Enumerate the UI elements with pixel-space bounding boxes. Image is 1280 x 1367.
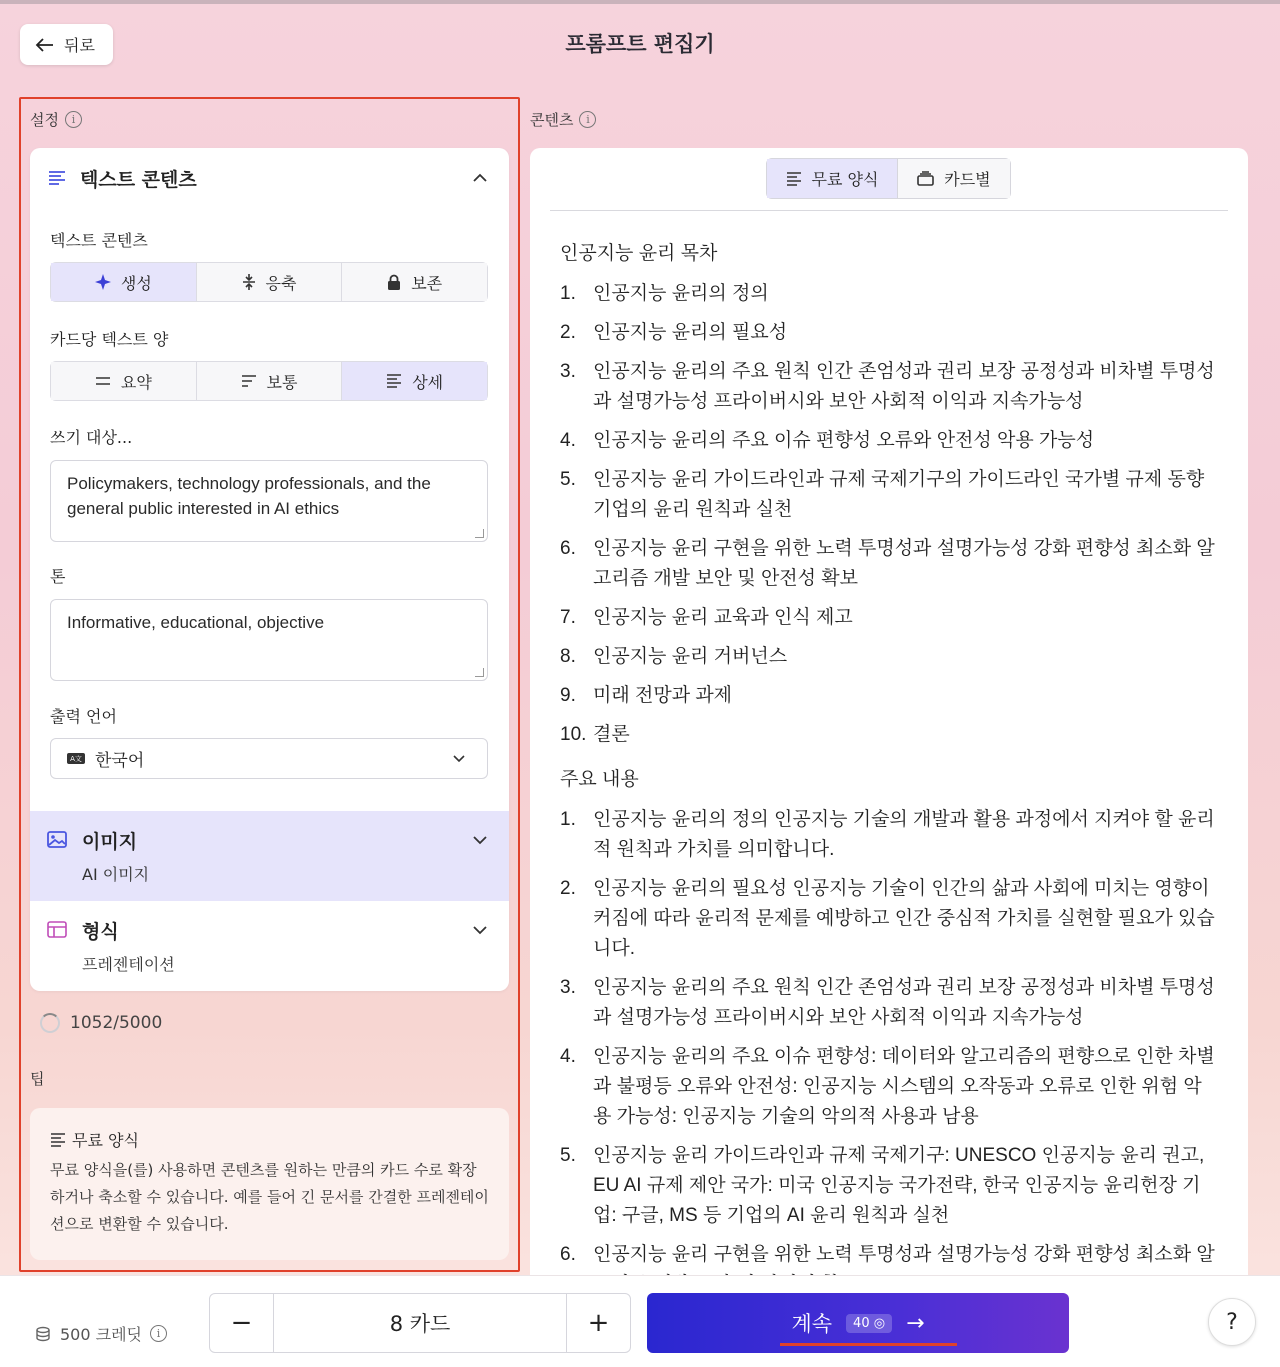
list-item-text: 인공지능 윤리 가이드라인과 규제 국제기구의 가이드라인 국가별 규제 동향 기업의 윤리 원칙과 실천 [593,469,1205,520]
amount-brief-button[interactable] [51,362,197,400]
mode-preserve-label: 보존 [411,273,443,293]
tips-title-text: 무료 양식 [72,1131,139,1150]
tone-value: Informative, educational, objective [67,613,325,632]
amount-detailed-button[interactable] [342,362,487,400]
tone-input[interactable] [50,599,488,681]
content-divider [550,210,1228,211]
list-item: 1. 인공지능 윤리의 정의 인공지능 기술의 개발과 활용 과정에서 지켜야 할 윤리적 원칙과 가치를 의미합니다. [560,805,1220,865]
text-content-header[interactable] [30,148,509,208]
list-item-text: 인공지능 윤리의 주요 원칙 인간 존엄성과 권리 보장 공정성과 비차별 투명성과 설명가능성 프라이버시와 보안 사회적 이익과 지속가능성 [593,977,1215,1028]
amount-label: 카드당 텍스트 양 [50,330,169,349]
character-counter [40,1013,162,1033]
text-mode-selector [50,262,488,302]
credits-display [34,1322,167,1345]
toc-heading: 인공지능 윤리 목차 [560,243,718,264]
list-item-text: 인공지능 윤리의 필요성 인공지능 기술이 인간의 삶과 사회에 미치는 영향이 커짐에 따라 윤리적 문제를 예방하고 인간 중심적 가치를 실현할 필요가 있습니다. [593,878,1215,959]
list-item-text: 인공지능 윤리의 주요 원칙 인간 존엄성과 권리 보장 공정성과 비차별 투명성과 설명가능성 프라이버시와 보안 사회적 이익과 지속가능성 [593,361,1215,412]
freeform-mode-button[interactable] [767,159,898,198]
main-content-heading: 주요 내용 [560,769,639,790]
output-language-select[interactable] [50,738,488,779]
chevron-down-icon [453,751,465,767]
list-item-text: 인공지능 윤리의 정의 [593,283,769,304]
list-item: 2. 인공지능 윤리의 필요성 [560,318,1220,348]
list-item-text: 인공지능 윤리 가이드라인과 규제 국제기구: UNESCO 인공지능 윤리 권고, EU AI 규제 제안 국가: 미국 인공지능 국가전략, 한국 인공지능 윤리헌장 기업: 구글, MS 등 기업의 AI 윤리 원칙과 실천 [593,1145,1205,1226]
list-item-text: 인공지능 윤리의 필요성 [593,322,788,343]
main-content-list [560,805,1220,1300]
list-item-text: 인공지능 윤리의 주요 이슈 편향성: 데이터와 알고리즘의 편향으로 인한 차별과 불평등 오류와 안전성: 인공지능 시스템의 오작동과 오류로 인한 위험 악용 가능성: 인공지능 기술의 악의적 사용과 남용 [593,1046,1215,1127]
list-item: 3. 인공지능 윤리의 주요 원칙 인간 존엄성과 권리 보장 공정성과 비차별 투명성과 설명가능성 프라이버시와 보안 사회적 이익과 지속가능성 [560,357,1220,417]
amount-medium-button[interactable] [197,362,343,400]
list-item-text: 인공지능 윤리의 주요 이슈 편향성 오류와 안전성 악용 가능성 [593,430,1095,451]
content-mode-toggle [766,158,1011,199]
list-item: 3. 인공지능 윤리의 주요 원칙 인간 존엄성과 권리 보장 공정성과 비차별 투명성과 설명가능성 프라이버시와 보안 사회적 이익과 지속가능성 [560,973,1220,1033]
resize-handle[interactable] [475,668,484,677]
toc-list [560,279,1220,750]
tips-body: 무료 양식을(를) 사용하면 콘텐츠를 원하는 만큼의 카드 수로 확장하거나 축소할 수 있습니다. 예를 들어 긴 문서를 간결한 프레젠테이션으로 변환할 수 있습니다. [50,1161,489,1233]
credit-cost-value: 40 [853,1315,870,1331]
list-item-text: 인공지능 윤리 구현을 위한 노력 투명성과 설명가능성 강화 편향성 최소화 알 [593,1244,1215,1265]
content-document[interactable] [560,238,1220,1314]
image-settings-row[interactable] [30,811,509,901]
card-by-card-mode-label: 카드별 [944,170,991,189]
detailed-lines-icon [386,374,402,388]
image-row-subtitle: AI 이미지 [82,865,150,884]
arrow-right-icon: → [906,1310,925,1336]
text-content-label: 텍스트 콘텐츠 [50,231,148,250]
card-count-value[interactable]: 8 카드 [273,1294,567,1352]
window-top-edge [0,0,1280,4]
list-item: 9. 미래 전망과 과제 [560,681,1220,711]
list-item-text: 인공지능 윤리의 정의 인공지능 기술의 개발과 활용 과정에서 지켜야 할 윤리적 원칙과 가치를 의미합니다. [593,809,1215,860]
amount-medium-label: 보통 [266,372,298,392]
progress-ring-icon [40,1013,60,1033]
content-section-label [530,109,596,130]
info-icon[interactable]: i [579,111,596,128]
audience-input[interactable] [50,460,488,542]
info-icon[interactable]: i [65,111,82,128]
tips-label: 팁 [30,1070,45,1088]
list-item-text: 미래 전망과 과제 [593,685,733,706]
chevron-up-icon[interactable] [473,170,487,186]
list-item: 8. 인공지능 윤리 거버넌스 [560,642,1220,672]
decrease-cards-button[interactable]: − [230,1308,253,1338]
list-item: 6. 인공지능 윤리 구현을 위한 노력 투명성과 설명가능성 강화 편향성 최소화 알고리즘 개발 보안 및 안전성 확보 [560,534,1220,594]
list-item-text: 인공지능 윤리 교육과 인식 제고 [593,607,853,628]
tone-label: 톤 [50,567,66,586]
list-item: 4. 인공지능 윤리의 주요 이슈 편향성: 데이터와 알고리즘의 편향으로 인한 차별과 불평등 오류와 안전성: 인공지능 시스템의 오작동과 오류로 인한 위험 악용 가능성: 인공지능 기술의 악의적 사용과 남용 [560,1042,1220,1132]
audience-label: 쓰기 대상... [50,428,133,447]
help-button[interactable]: ? [1208,1298,1256,1346]
settings-label-text: 설정 [30,111,59,129]
compress-icon [242,273,256,291]
mode-generate-button[interactable] [51,263,197,301]
output-language-value: 한국어 [95,751,145,771]
list-item: 4. 인공지능 윤리의 주요 이슈 편향성 오류와 안전성 악용 가능성 [560,426,1220,456]
mode-generate-label: 생성 [120,273,152,293]
info-icon[interactable]: i [150,1325,167,1342]
list-item: 5. 인공지능 윤리 가이드라인과 규제 국제기구의 가이드라인 국가별 규제 동향 기업의 윤리 원칙과 실천 [560,465,1220,525]
format-settings-row[interactable] [30,901,509,991]
text-lines-icon [48,170,66,186]
list-item: 1. 인공지능 윤리의 정의 [560,279,1220,309]
freeform-mode-label: 무료 양식 [811,170,879,189]
credits-text: 500 크레딧 [60,1325,142,1344]
back-label: 뒤로 [64,36,95,55]
list-item: 10. 결론 [560,720,1220,750]
mode-preserve-button[interactable] [342,263,487,301]
continue-highlight-underline [780,1343,957,1346]
list-item: 5. 인공지능 윤리 가이드라인과 규제 국제기구: UNESCO 인공지능 윤리 권고, EU AI 규제 제안 국가: 미국 인공지능 국가전략, 한국 인공지능 윤리헌장 기업: 구글, MS 등 기업의 AI 윤리 원칙과 실천 [560,1141,1220,1231]
credit-cost-badge: 40 ◎ [846,1314,892,1333]
audience-value: Policymakers, technology professionals, and the general public interested in AI ethics [67,474,431,518]
sparkle-icon [95,274,111,290]
image-row-title: 이미지 [82,831,138,853]
medium-lines-icon [241,375,257,387]
layout-icon [47,921,67,938]
mode-condense-label: 응축 [265,273,297,293]
equal-lines-icon [95,376,111,386]
mode-condense-button[interactable] [197,263,343,301]
character-count: 1052/5000 [70,1013,163,1033]
cards-icon [917,171,934,186]
settings-card [30,148,509,991]
resize-handle[interactable] [475,529,484,538]
content-label-text: 콘텐츠 [530,111,574,129]
text-lines-icon [50,1133,66,1147]
list-item: 6. 인공지능 윤리 구현을 위한 노력 투명성과 설명가능성 강화 편향성 최소화 알 [560,1240,1220,1300]
bottom-action-bar [0,1275,1280,1367]
page-title: 프롬프트 편집기 [565,32,715,56]
list-item: 2. 인공지능 윤리의 필요성 인공지능 기술이 인간의 삶과 사회에 미치는 영향이 커짐에 따라 윤리적 문제를 예방하고 인간 중심적 가치를 실현할 필요가 있습니다. [560,874,1220,964]
increase-cards-button[interactable]: + [587,1308,610,1338]
continue-label: 계속 [791,1312,833,1336]
list-item: 7. 인공지능 윤리 교육과 인식 제고 [560,603,1220,633]
tips-box [30,1108,509,1260]
card-count-stepper [209,1293,631,1353]
image-icon [47,831,67,848]
translate-icon: A文 [67,753,85,764]
format-row-title: 형식 [82,921,119,943]
text-lines-icon [786,172,802,186]
text-content-title: 텍스트 콘텐츠 [80,168,197,191]
list-item-text: 인공지능 윤리 구현을 위한 노력 투명성과 설명가능성 강화 편향성 최소화 알고리즘 개발 보안 및 안전성 확보 [593,538,1215,589]
format-row-subtitle: 프레젠테이션 [82,955,175,974]
amount-brief-label: 요약 [120,372,152,392]
output-language-label: 출력 언어 [50,707,117,726]
card-by-card-mode-button[interactable] [898,159,1010,198]
chevron-down-icon [473,923,487,939]
tips-title [50,1128,489,1151]
chevron-down-icon [473,833,487,849]
amount-detailed-label: 상세 [412,372,444,392]
text-amount-selector [50,361,488,401]
content-panel [530,148,1248,1278]
lock-icon [387,274,401,291]
list-item-text: 인공지능 윤리 거버넌스 [593,646,788,667]
list-item-text: 결론 [593,724,630,745]
coins-icon [34,1326,52,1342]
